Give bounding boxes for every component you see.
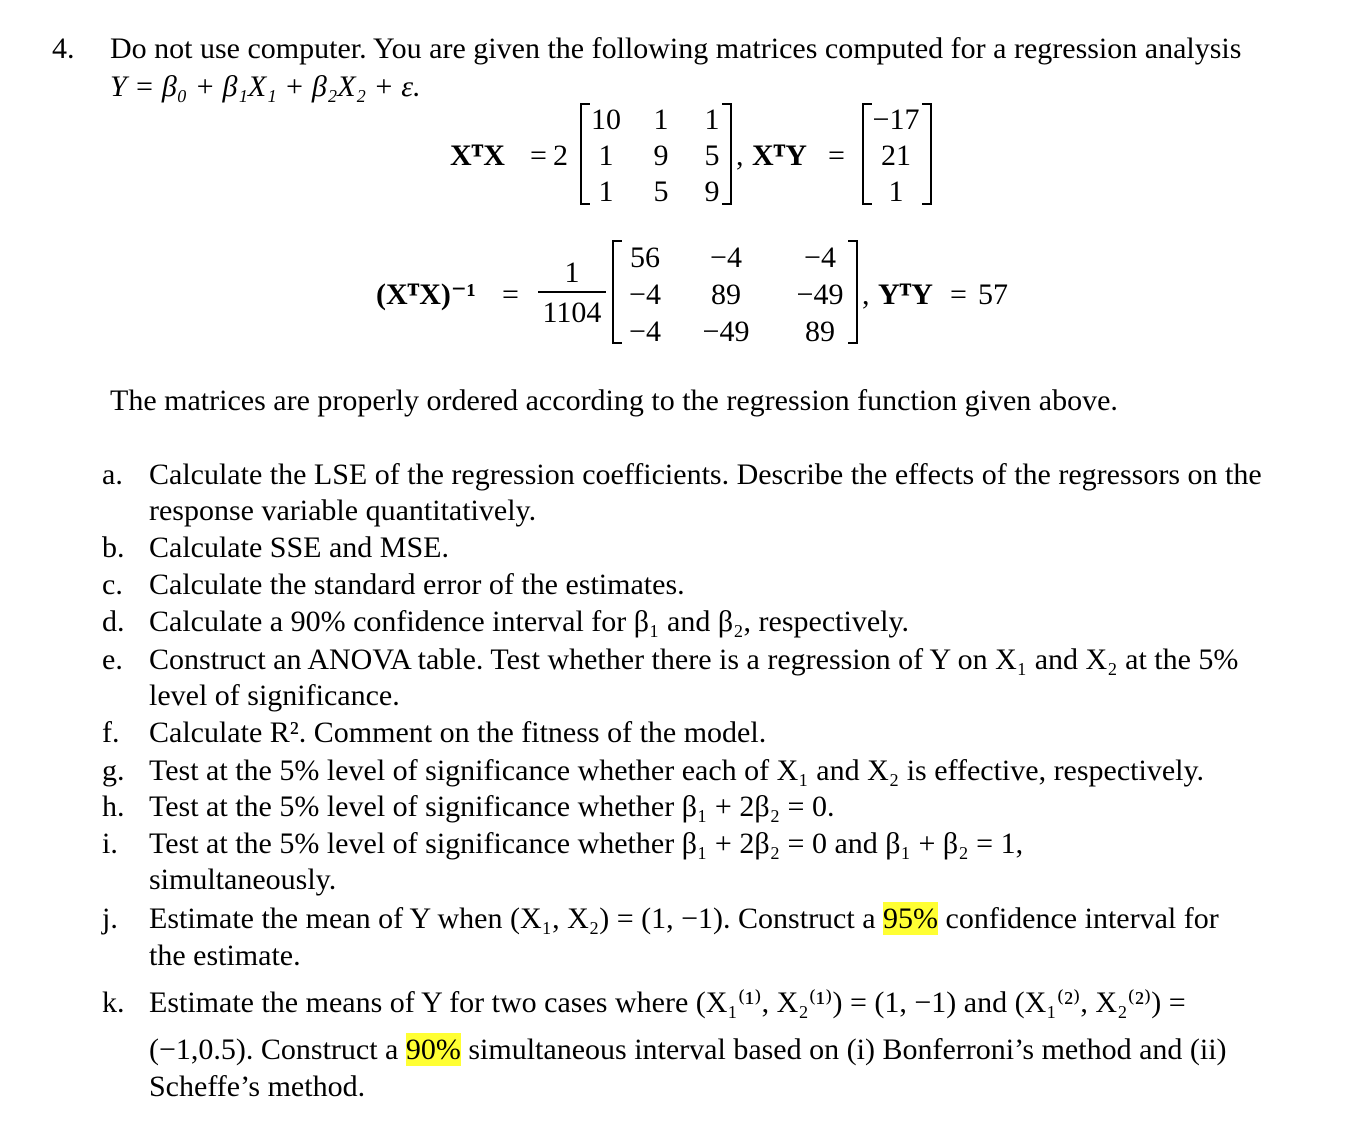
question-text: Scheffe’s method.: [149, 1070, 366, 1103]
question-text: response variable quantitatively.: [149, 494, 537, 527]
question-text: Test at the 5% level of significance whether β₁ + 2β₂ = 0.: [149, 790, 835, 823]
question-label: c.: [102, 568, 123, 601]
question-label: i.: [102, 827, 118, 860]
question-text: the estimate.: [149, 939, 301, 972]
matrix-cell: 5: [704, 139, 720, 172]
xtx-scalar: 2: [553, 139, 568, 172]
comma: ,: [736, 139, 744, 172]
matrix-cell: 56: [630, 241, 660, 274]
question-text: Calculate a 90% confidence interval for β₁ and β₂, respectively.: [149, 605, 910, 638]
question-text: Calculate the standard error of the estimates.: [149, 568, 685, 601]
question-label: f.: [102, 716, 120, 749]
question-label: k.: [102, 986, 125, 1019]
matrix-cell: −49: [796, 278, 844, 311]
matrix-cell: −4: [629, 315, 661, 348]
question-text: Calculate SSE and MSE.: [149, 531, 449, 564]
yty-value: 57: [978, 278, 1008, 311]
equals-sign: =: [502, 278, 519, 311]
fraction-denominator: 1104: [542, 296, 602, 329]
matrix-cell: −49: [702, 315, 750, 348]
matrix-cell: −4: [629, 278, 661, 311]
highlighted-percentage: 95%: [883, 902, 939, 935]
regression-model: Y = β₀ + β₁X₁ + β₂X₂ + ε.: [110, 70, 421, 103]
matrix-cell: 1: [888, 175, 904, 208]
matrix-cell: 21: [881, 139, 911, 172]
question-text: Calculate R². Comment on the fitness of the model.: [149, 716, 767, 749]
fraction-line: [538, 291, 606, 293]
matrix-cell: −4: [804, 241, 836, 274]
problem-number: 4.: [52, 32, 75, 65]
matrix-cell: −4: [710, 241, 742, 274]
question-text: level of significance.: [149, 679, 400, 712]
matrix-cell: 89: [805, 315, 835, 348]
question-label: g.: [102, 754, 125, 787]
inverse-label: (XᵀX)⁻¹: [376, 278, 476, 311]
matrix-cell: 9: [704, 175, 720, 208]
question-label: d.: [102, 605, 125, 638]
matrix-cell: −17: [872, 103, 920, 136]
matrix-cell: 1: [704, 103, 720, 136]
xty-label: XᵀY: [752, 139, 807, 172]
problem-intro: Do not use computer. You are given the following matrices computed for a regression analysis: [110, 32, 1242, 65]
equals-sign: =: [530, 139, 547, 172]
question-label: h.: [102, 790, 125, 823]
question-text: Calculate the LSE of the regression coefficients. Describe the effects of the regressors on the: [149, 458, 1262, 491]
ordering-note: The matrices are properly ordered according to the regression function given above.: [110, 384, 1118, 417]
question-text: (−1,0.5). Construct a 90% simultaneous interval based on (i) Bonferroni’s method and (ii): [149, 1033, 1227, 1066]
matrix-cell: 9: [653, 139, 669, 172]
question-text: Test at the 5% level of significance whether β₁ + 2β₂ = 0 and β₁ + β₂ = 1,: [149, 827, 1024, 860]
matrix-cell: 1: [598, 139, 614, 172]
question-text: Estimate the means of Y for two cases where (X₁⁽¹⁾, X₂⁽¹⁾) = (1, −1) and (X₁⁽²⁾, X₂⁽²⁾) =: [149, 986, 1186, 1019]
matrix-cell: 1: [653, 103, 669, 136]
matrix-cell: 89: [711, 278, 741, 311]
matrix-cell: 10: [591, 103, 621, 136]
question-text: Construct an ANOVA table. Test whether there is a regression of Y on X₁ and X₂ at the 5%: [149, 643, 1239, 676]
matrix-cell: 1: [598, 175, 614, 208]
question-label: j.: [102, 902, 118, 935]
question-text: Test at the 5% level of significance whether each of X₁ and X₂ is effective, respectively.: [149, 754, 1205, 787]
matrix-cell: 5: [653, 175, 669, 208]
highlighted-percentage: 90%: [405, 1033, 461, 1066]
question-label: e.: [102, 643, 123, 676]
yty-label: YᵀY: [878, 278, 933, 311]
fraction-numerator: 1: [564, 256, 580, 289]
question-label: b.: [102, 531, 125, 564]
equals-sign: =: [828, 139, 845, 172]
equals-sign: =: [950, 278, 967, 311]
question-text: Estimate the mean of Y when (X₁, X₂) = (1, −1). Construct a 95% confidence interval for: [149, 902, 1219, 935]
comma: ,: [862, 278, 870, 311]
question-text: simultaneously.: [149, 863, 337, 896]
question-label: a.: [102, 458, 123, 491]
xtx-label: XᵀX: [450, 139, 505, 172]
